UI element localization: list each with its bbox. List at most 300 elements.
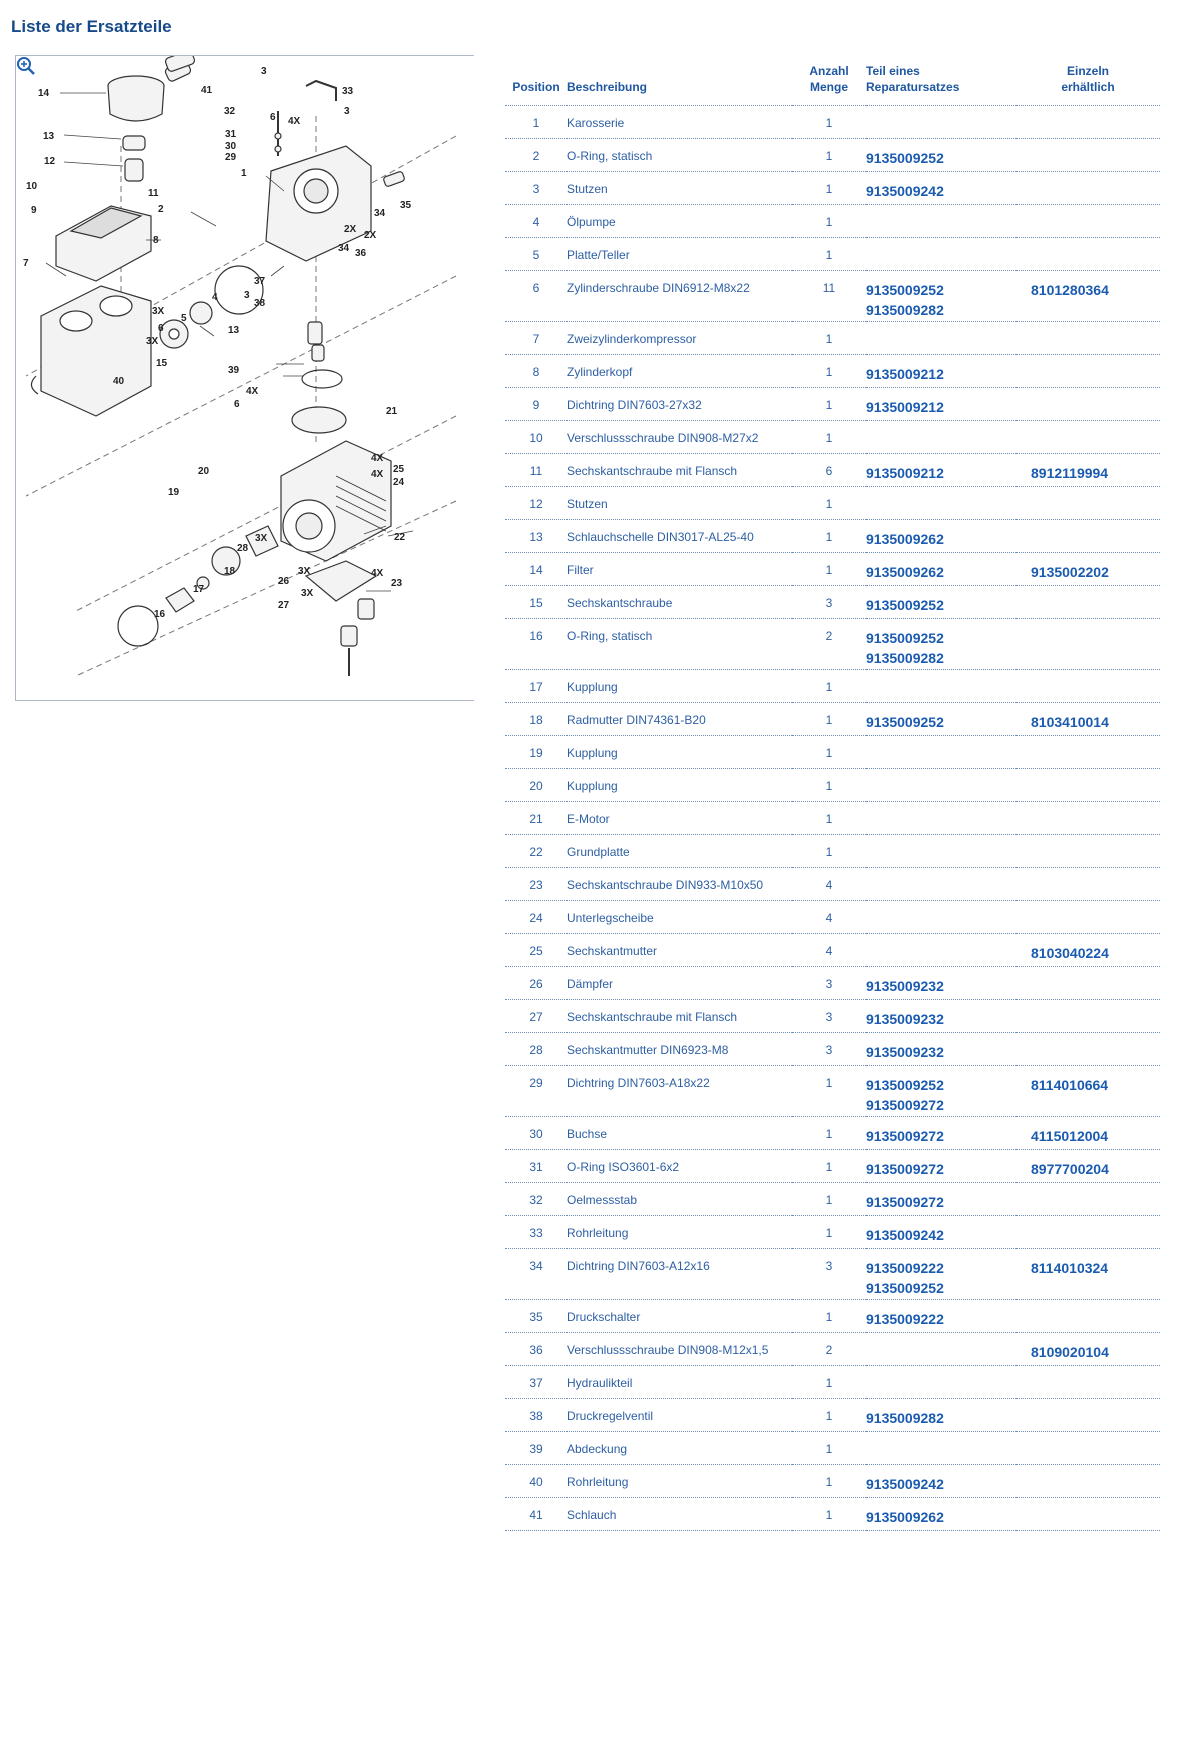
repair-kit-number[interactable]: 9135009262: [866, 564, 944, 580]
row-quantity: 1: [792, 1399, 866, 1432]
row-position: 36: [505, 1333, 567, 1366]
row-quantity: 4: [792, 901, 866, 934]
svg-text:2: 2: [158, 204, 164, 215]
table-row: [505, 835, 1160, 868]
svg-text:18: 18: [224, 566, 236, 577]
row-repair-kit: [866, 520, 1016, 553]
row-description: Druckschalter: [567, 1300, 792, 1333]
row-quantity: 1: [792, 1066, 866, 1117]
row-quantity: 1: [792, 1498, 866, 1531]
repair-kit-number[interactable]: 9135009232: [866, 978, 944, 994]
row-position: 10: [505, 421, 567, 454]
row-position: 14: [505, 553, 567, 586]
repair-kit-number[interactable]: 9135009222: [866, 1260, 944, 1276]
row-description: Filter: [567, 553, 792, 586]
row-position: 16: [505, 619, 567, 670]
row-position: 19: [505, 736, 567, 769]
row-single-part[interactable]: [1016, 1000, 1160, 1033]
row-position: 37: [505, 1366, 567, 1399]
row-position: 25: [505, 934, 567, 967]
row-quantity: 11: [792, 271, 866, 322]
table-row: [505, 238, 1160, 271]
row-position: 3: [505, 172, 567, 205]
table-row: [505, 736, 1160, 769]
row-position: 2: [505, 139, 567, 172]
page-title: Liste der Ersatzteile: [11, 17, 172, 36]
row-position: 20: [505, 769, 567, 802]
exploded-view-drawing: [16, 56, 474, 702]
table-row: [505, 322, 1160, 355]
table-row: [505, 454, 1160, 487]
svg-text:26: 26: [278, 576, 290, 587]
row-description: Verschlussschraube DIN908-M27x2: [567, 421, 792, 454]
row-repair-kit: [866, 934, 1016, 967]
row-single-part[interactable]: [1016, 106, 1160, 139]
row-description: Dichtring DIN7603-27x32: [567, 388, 792, 421]
svg-text:17: 17: [193, 584, 205, 595]
row-description: Rohrleitung: [567, 1216, 792, 1249]
svg-text:7: 7: [23, 258, 29, 269]
table-row: [505, 1300, 1160, 1333]
table-row: [505, 1498, 1160, 1531]
svg-text:3X: 3X: [255, 533, 268, 544]
row-position: 26: [505, 967, 567, 1000]
svg-text:39: 39: [228, 365, 240, 376]
row-single-part[interactable]: [1016, 487, 1160, 520]
row-repair-kit: [866, 553, 1016, 586]
row-quantity: 1: [792, 703, 866, 736]
row-single-part[interactable]: [1016, 1432, 1160, 1465]
row-repair-kit: [866, 421, 1016, 454]
row-single-part[interactable]: [1016, 835, 1160, 868]
row-description: Stutzen: [567, 172, 792, 205]
row-description: Rohrleitung: [567, 1465, 792, 1498]
table-row: [505, 868, 1160, 901]
row-single-part[interactable]: 8103410014: [1016, 703, 1160, 736]
row-single-part[interactable]: [1016, 388, 1160, 421]
table-row: [505, 106, 1160, 139]
repair-kit-number[interactable]: 9135009252: [866, 1077, 944, 1093]
row-description: Sechskantschraube DIN933-M10x50: [567, 868, 792, 901]
svg-text:4: 4: [212, 292, 218, 303]
repair-kit-number[interactable]: 9135009272: [866, 1194, 944, 1210]
row-quantity: 1: [792, 1117, 866, 1150]
row-single-part[interactable]: [1016, 355, 1160, 388]
table-header-row: [505, 63, 1160, 106]
svg-text:5: 5: [181, 313, 187, 324]
repair-kit-number[interactable]: 9135009212: [866, 399, 944, 415]
svg-text:41: 41: [201, 85, 213, 96]
table-row: [505, 1150, 1160, 1183]
table-row: [505, 205, 1160, 238]
row-repair-kit: [866, 1150, 1016, 1183]
row-position: 28: [505, 1033, 567, 1066]
row-description: Sechskantmutter DIN6923-M8: [567, 1033, 792, 1066]
row-description: Dichtring DIN7603-A12x16: [567, 1249, 792, 1300]
row-description: Sechskantschraube mit Flansch: [567, 454, 792, 487]
row-quantity: 3: [792, 1000, 866, 1033]
row-description: Zylinderschraube DIN6912-M8x22: [567, 271, 792, 322]
svg-text:6: 6: [234, 399, 240, 410]
row-repair-kit: [866, 967, 1016, 1000]
table-row: [505, 1249, 1160, 1300]
row-position: 9: [505, 388, 567, 421]
row-repair-kit: [866, 139, 1016, 172]
svg-text:33: 33: [342, 86, 354, 97]
svg-text:3X: 3X: [152, 306, 165, 317]
row-repair-kit: [866, 802, 1016, 835]
row-quantity: 1: [792, 421, 866, 454]
row-quantity: 1: [792, 487, 866, 520]
table-row: [505, 520, 1160, 553]
row-position: 6: [505, 271, 567, 322]
row-position: 4: [505, 205, 567, 238]
repair-kit-number[interactable]: 9135009252: [866, 282, 944, 298]
row-description: Kupplung: [567, 769, 792, 802]
row-position: 11: [505, 454, 567, 487]
row-single-part[interactable]: [1016, 586, 1160, 619]
row-repair-kit: [866, 1000, 1016, 1033]
repair-kit-number[interactable]: 9135009272: [866, 1161, 944, 1177]
row-single-part[interactable]: [1016, 769, 1160, 802]
table-row: [505, 1066, 1160, 1117]
row-quantity: 1: [792, 238, 866, 271]
row-quantity: 1: [792, 1465, 866, 1498]
row-description: Sechskantmutter: [567, 934, 792, 967]
row-repair-kit: [866, 736, 1016, 769]
svg-text:27: 27: [278, 600, 290, 611]
row-single-part[interactable]: 8101280364: [1016, 271, 1160, 322]
repair-kit-number[interactable]: 9135009282: [866, 302, 944, 318]
svg-text:22: 22: [394, 532, 406, 543]
row-single-part[interactable]: 8114010324: [1016, 1249, 1160, 1300]
row-single-part[interactable]: [1016, 868, 1160, 901]
svg-text:13: 13: [43, 131, 55, 142]
row-position: 41: [505, 1498, 567, 1531]
row-repair-kit: [866, 619, 1016, 670]
table-row: [505, 802, 1160, 835]
row-description: Karosserie: [567, 106, 792, 139]
row-single-part[interactable]: [1016, 322, 1160, 355]
svg-text:4X: 4X: [371, 568, 384, 579]
repair-kit-number[interactable]: 9135009272: [866, 1097, 944, 1113]
row-single-part[interactable]: [1016, 802, 1160, 835]
repair-kit-number[interactable]: 9135009272: [866, 1128, 944, 1144]
row-single-part[interactable]: [1016, 1183, 1160, 1216]
row-single-part[interactable]: [1016, 1498, 1160, 1531]
svg-text:25: 25: [393, 464, 405, 475]
svg-text:3X: 3X: [146, 336, 159, 347]
row-single-part[interactable]: [1016, 736, 1160, 769]
svg-text:9: 9: [31, 205, 37, 216]
table-row: [505, 901, 1160, 934]
row-single-part[interactable]: 9135002202: [1016, 553, 1160, 586]
row-single-part[interactable]: [1016, 1465, 1160, 1498]
svg-text:4X: 4X: [288, 116, 301, 127]
svg-text:16: 16: [154, 609, 166, 620]
header-single-available: Einzeln erhältlich: [1016, 63, 1160, 106]
row-repair-kit: [866, 454, 1016, 487]
svg-text:36: 36: [355, 248, 367, 259]
row-repair-kit: [866, 205, 1016, 238]
row-position: 5: [505, 238, 567, 271]
row-quantity: 3: [792, 586, 866, 619]
row-repair-kit: [866, 1216, 1016, 1249]
svg-text:34: 34: [338, 243, 350, 254]
svg-text:37: 37: [254, 276, 266, 287]
svg-text:28: 28: [237, 543, 249, 554]
svg-text:21: 21: [386, 406, 398, 417]
svg-text:2X: 2X: [344, 224, 357, 235]
repair-kit-number[interactable]: 9135009242: [866, 1227, 944, 1243]
row-position: 17: [505, 670, 567, 703]
table-row: [505, 1366, 1160, 1399]
zoom-in-icon[interactable]: [16, 56, 36, 76]
svg-text:13: 13: [228, 325, 240, 336]
row-single-part[interactable]: [1016, 967, 1160, 1000]
svg-text:35: 35: [400, 200, 412, 211]
svg-text:11: 11: [148, 188, 159, 199]
row-repair-kit: [866, 586, 1016, 619]
repair-kit-number[interactable]: 9135009252: [866, 1280, 944, 1296]
row-description: Oelmessstab: [567, 1183, 792, 1216]
row-position: 24: [505, 901, 567, 934]
row-single-part[interactable]: [1016, 1399, 1160, 1432]
row-description: Hydraulikteil: [567, 1366, 792, 1399]
row-single-part[interactable]: 4115012004: [1016, 1117, 1160, 1150]
row-repair-kit: [866, 1432, 1016, 1465]
row-repair-kit: [866, 1249, 1016, 1300]
repair-kit-number[interactable]: 9135009262: [866, 531, 944, 547]
row-repair-kit: [866, 868, 1016, 901]
row-description: Zweizylinderkompressor: [567, 322, 792, 355]
table-row: [505, 388, 1160, 421]
repair-kit-number[interactable]: 9135009252: [866, 714, 944, 730]
row-quantity: 1: [792, 1432, 866, 1465]
row-repair-kit: [866, 1066, 1016, 1117]
table-row: [505, 1000, 1160, 1033]
row-description: Verschlussschraube DIN908-M12x1,5: [567, 1333, 792, 1366]
row-quantity: 3: [792, 1033, 866, 1066]
row-repair-kit: [866, 322, 1016, 355]
table-row: [505, 934, 1160, 967]
row-repair-kit: [866, 355, 1016, 388]
row-repair-kit: [866, 1465, 1016, 1498]
svg-text:32: 32: [224, 106, 236, 117]
svg-text:4X: 4X: [246, 386, 259, 397]
row-description: Schlauch: [567, 1498, 792, 1531]
row-position: 21: [505, 802, 567, 835]
row-position: 7: [505, 322, 567, 355]
row-description: Sechskantschraube mit Flansch: [567, 1000, 792, 1033]
row-quantity: 6: [792, 454, 866, 487]
row-single-part[interactable]: [1016, 670, 1160, 703]
row-description: Sechskantschraube: [567, 586, 792, 619]
row-position: 35: [505, 1300, 567, 1333]
row-description: Radmutter DIN74361-B20: [567, 703, 792, 736]
row-single-part[interactable]: 8103040224: [1016, 934, 1160, 967]
row-description: Ölpumpe: [567, 205, 792, 238]
svg-text:19: 19: [168, 487, 180, 498]
svg-text:4X: 4X: [371, 469, 384, 480]
row-repair-kit: [866, 1117, 1016, 1150]
table-row: [505, 1399, 1160, 1432]
table-row: [505, 271, 1160, 322]
table-row: [505, 619, 1160, 670]
exploded-view-diagram[interactable]: [15, 55, 474, 701]
row-position: 40: [505, 1465, 567, 1498]
repair-kit-number[interactable]: 9135009212: [866, 465, 944, 481]
svg-text:3X: 3X: [298, 566, 311, 577]
row-single-part[interactable]: [1016, 421, 1160, 454]
row-quantity: 1: [792, 802, 866, 835]
row-single-part[interactable]: [1016, 172, 1160, 205]
row-description: Zylinderkopf: [567, 355, 792, 388]
row-position: 38: [505, 1399, 567, 1432]
table-row: [505, 1216, 1160, 1249]
table-row: [505, 421, 1160, 454]
repair-kit-number[interactable]: 9135009282: [866, 1410, 944, 1426]
row-quantity: 1: [792, 1216, 866, 1249]
row-position: 8: [505, 355, 567, 388]
row-quantity: 1: [792, 670, 866, 703]
table-row: [505, 1333, 1160, 1366]
row-position: 18: [505, 703, 567, 736]
svg-text:3: 3: [344, 106, 350, 117]
header-repair-kit: Teil eines Reparatursatzes: [866, 63, 1016, 106]
row-single-part[interactable]: [1016, 1033, 1160, 1066]
svg-text:23: 23: [391, 578, 403, 589]
row-single-part[interactable]: [1016, 619, 1160, 670]
repair-kit-number[interactable]: 9135009242: [866, 183, 944, 199]
row-repair-kit: [866, 1183, 1016, 1216]
row-repair-kit: [866, 487, 1016, 520]
repair-kit-number[interactable]: 9135009262: [866, 1509, 944, 1525]
table-row: [505, 1432, 1160, 1465]
table-row: [505, 487, 1160, 520]
row-quantity: 4: [792, 934, 866, 967]
row-quantity: 1: [792, 172, 866, 205]
row-repair-kit: [866, 1300, 1016, 1333]
svg-text:15: 15: [156, 358, 168, 369]
row-description: Kupplung: [567, 670, 792, 703]
row-single-part[interactable]: [1016, 1216, 1160, 1249]
row-position: 31: [505, 1150, 567, 1183]
row-repair-kit: [866, 901, 1016, 934]
row-description: Stutzen: [567, 487, 792, 520]
row-position: 33: [505, 1216, 567, 1249]
row-repair-kit: [866, 703, 1016, 736]
row-position: 27: [505, 1000, 567, 1033]
row-position: 32: [505, 1183, 567, 1216]
repair-kit-number[interactable]: 9135009252: [866, 597, 944, 613]
row-position: 13: [505, 520, 567, 553]
repair-kit-number[interactable]: 9135009252: [866, 630, 944, 646]
row-repair-kit: [866, 1366, 1016, 1399]
row-repair-kit: [866, 835, 1016, 868]
row-position: 30: [505, 1117, 567, 1150]
row-single-part[interactable]: 8114010664: [1016, 1066, 1160, 1117]
repair-kit-number[interactable]: 9135009232: [866, 1044, 944, 1060]
row-single-part[interactable]: [1016, 139, 1160, 172]
row-repair-kit: [866, 271, 1016, 322]
row-position: 12: [505, 487, 567, 520]
row-single-part[interactable]: 8109020104: [1016, 1333, 1160, 1366]
header-description: Beschreibung: [567, 63, 792, 106]
row-single-part[interactable]: [1016, 1366, 1160, 1399]
repair-kit-number[interactable]: 9135009212: [866, 366, 944, 382]
row-single-part[interactable]: [1016, 1300, 1160, 1333]
row-position: 1: [505, 106, 567, 139]
svg-text:10: 10: [26, 181, 38, 192]
repair-kit-number[interactable]: 9135009282: [866, 650, 944, 666]
row-quantity: 1: [792, 835, 866, 868]
svg-text:30: 30: [225, 141, 237, 152]
spare-parts-table: [505, 63, 1160, 1531]
row-single-part[interactable]: [1016, 238, 1160, 271]
row-description: O-Ring, statisch: [567, 139, 792, 172]
svg-text:20: 20: [198, 466, 210, 477]
row-single-part[interactable]: 8977700204: [1016, 1150, 1160, 1183]
row-description: Buchse: [567, 1117, 792, 1150]
row-quantity: 1: [792, 1183, 866, 1216]
row-quantity: 1: [792, 769, 866, 802]
svg-text:40: 40: [113, 376, 125, 387]
table-row: [505, 769, 1160, 802]
row-quantity: 1: [792, 139, 866, 172]
row-description: Dämpfer: [567, 967, 792, 1000]
row-description: Abdeckung: [567, 1432, 792, 1465]
table-row: [505, 355, 1160, 388]
row-repair-kit: [866, 238, 1016, 271]
repair-kit-number[interactable]: 9135009242: [866, 1476, 944, 1492]
row-position: 15: [505, 586, 567, 619]
row-description: O-Ring ISO3601-6x2: [567, 1150, 792, 1183]
table-row: [505, 1465, 1160, 1498]
row-single-part[interactable]: [1016, 520, 1160, 553]
svg-text:38: 38: [254, 298, 266, 309]
row-repair-kit: [866, 388, 1016, 421]
header-quantity: Anzahl Menge: [792, 63, 866, 106]
table-row: [505, 139, 1160, 172]
svg-text:31: 31: [225, 129, 237, 140]
row-repair-kit: [866, 1498, 1016, 1531]
repair-kit-number[interactable]: 9135009222: [866, 1311, 944, 1327]
svg-text:4X: 4X: [371, 453, 384, 464]
table-row: [505, 967, 1160, 1000]
row-repair-kit: [866, 1399, 1016, 1432]
row-single-part[interactable]: 8912119994: [1016, 454, 1160, 487]
row-single-part[interactable]: [1016, 205, 1160, 238]
table-row: [505, 172, 1160, 205]
row-position: 29: [505, 1066, 567, 1117]
row-single-part[interactable]: [1016, 901, 1160, 934]
row-quantity: 3: [792, 967, 866, 1000]
row-repair-kit: [866, 106, 1016, 139]
repair-kit-number[interactable]: 9135009232: [866, 1011, 944, 1027]
svg-text:3X: 3X: [301, 588, 314, 599]
svg-text:29: 29: [225, 152, 237, 163]
row-description: Grundplatte: [567, 835, 792, 868]
svg-text:34: 34: [374, 208, 386, 219]
svg-text:2X: 2X: [364, 230, 377, 241]
svg-text:3: 3: [244, 290, 250, 301]
row-repair-kit: [866, 1033, 1016, 1066]
repair-kit-number[interactable]: 9135009252: [866, 150, 944, 166]
svg-text:24: 24: [393, 477, 405, 488]
svg-text:8: 8: [153, 235, 159, 246]
row-position: 22: [505, 835, 567, 868]
